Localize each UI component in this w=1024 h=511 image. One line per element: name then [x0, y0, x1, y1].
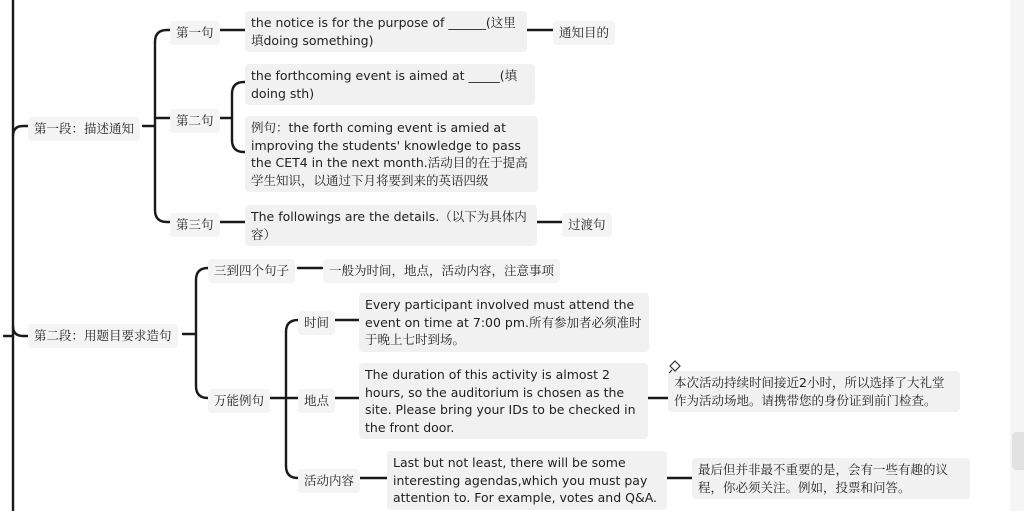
content-text[interactable]: Last but not least, there will be some interesting agendas,which you must pay attention to. For example, votes and Q&A. [387, 451, 667, 510]
sentence1-note[interactable]: 通知目的 [553, 21, 615, 45]
sentence1-text[interactable]: the notice is for the purpose of ______(这里填doing something) [245, 11, 527, 52]
content-note[interactable]: 最后但并非最不重要的是，会有一些有趣的议程，你必须关注。例如，投票和问答。 [692, 458, 970, 499]
scrollbar-thumb[interactable] [1012, 432, 1024, 470]
place-note[interactable]: 本次活动持续时间接近2小时，所以选择了大礼堂作为活动场地。请携带您的身份证到前门检查。 [668, 371, 960, 412]
diamond-pin-icon [668, 360, 682, 374]
sentence3-text[interactable]: The followings are the details.（以下为具体内容） [245, 205, 537, 246]
sentence2-text[interactable]: the forthcoming event is aimed at _____(填 doing sth) [245, 64, 535, 105]
section1-label[interactable]: 第一段：描述通知 [28, 117, 140, 141]
content-label[interactable]: 活动内容 [298, 469, 360, 493]
sentence2-example[interactable]: 例句：the forth coming event is amied at improving the students' knowledge to pass the CET4 in the next month.活动目的在于提高学生知识，以通过下月将要到来的英语四级 [245, 116, 538, 192]
three-four-sentences-text[interactable]: 一般为时间，地点，活动内容，注意事项 [323, 259, 560, 283]
sentence3-label[interactable]: 第三句 [170, 213, 220, 237]
time-label[interactable]: 时间 [298, 311, 335, 335]
three-four-sentences-label[interactable]: 三到四个句子 [208, 259, 295, 283]
time-text[interactable]: Every participant involved must attend the event on time at 7:00 pm.所有参加者必须准时于晚上七时到场。 [359, 293, 649, 352]
section2-label[interactable]: 第二段：用题目要求造句 [28, 324, 178, 348]
place-text[interactable]: The duration of this activity is almost 2 hours, so the auditorium is chosen as the site. Please bring your IDs to be checked in the front door. [359, 363, 648, 439]
sentence2-label[interactable]: 第二句 [170, 109, 220, 133]
sentence3-note[interactable]: 过渡句 [562, 213, 612, 237]
universal-examples-label[interactable]: 万能例句 [208, 389, 270, 413]
sentence1-label[interactable]: 第一句 [170, 21, 220, 45]
place-label[interactable]: 地点 [298, 389, 335, 413]
